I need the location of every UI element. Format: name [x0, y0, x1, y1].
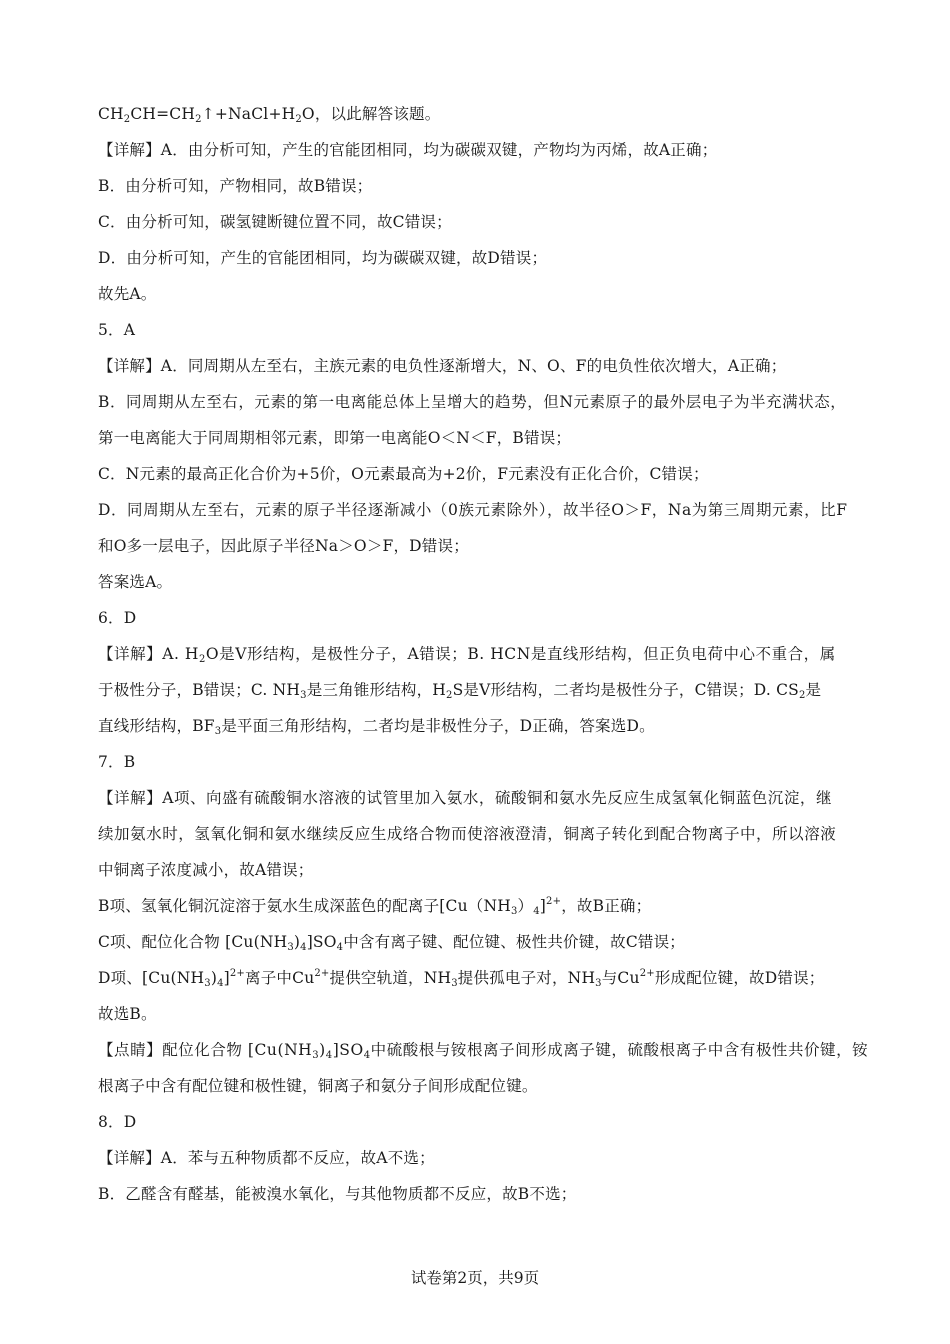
text-segment: ）	[517, 897, 534, 915]
text-segment: 和O多一层电子，因此原子半径Na＞O＞F，D错误；	[98, 537, 469, 555]
subscript: 4	[336, 942, 344, 953]
text-line	[98, 564, 868, 600]
text-segment: 是平面三角形结构，二者均是非极性分子，D正确，答案选D。	[221, 717, 655, 735]
text-line	[98, 1140, 868, 1176]
subscript: 3	[451, 978, 458, 989]
text-segment: )	[319, 1041, 326, 1059]
text-segment: 中含有离子键、配位键、极性共价键，故C错误；	[343, 933, 685, 951]
subscript: 4	[533, 906, 540, 917]
text-segment: D项、[Cu(NH	[98, 969, 205, 987]
text-segment: C．N元素的最高正化合价为+5价，O元素最高为+2价，F元素没有正化合价，C错误；	[98, 465, 709, 483]
subscript: 2	[446, 690, 453, 701]
answer-explanation-body	[98, 96, 868, 1212]
superscript: 2+	[639, 968, 655, 979]
text-line	[98, 1176, 868, 1212]
text-line	[98, 1104, 868, 1140]
subscript: 3	[595, 978, 602, 989]
text-segment: 答案选A。	[98, 573, 173, 591]
subscript: 3	[312, 1050, 320, 1061]
superscript: 2+	[229, 968, 246, 979]
page-footer: 试卷第2页，共9页	[410, 1269, 540, 1287]
subscript: 2	[123, 114, 131, 125]
text-segment: 离子中Cu	[245, 969, 315, 987]
text-line	[98, 600, 868, 636]
text-segment: ]	[223, 969, 230, 987]
superscript: 2+	[314, 968, 330, 979]
text-line	[98, 744, 868, 780]
text-segment: )	[210, 969, 218, 987]
subscript: 4	[217, 978, 224, 989]
text-line	[98, 492, 868, 528]
text-line	[98, 204, 868, 240]
text-segment: S是V形结构，二者均是极性分子，C错误；D. CS	[452, 681, 799, 699]
text-line	[98, 420, 868, 456]
subscript: 2	[798, 690, 806, 701]
text-line	[98, 636, 868, 672]
text-line	[98, 924, 868, 960]
text-line	[98, 852, 868, 888]
text-line	[98, 384, 868, 420]
text-segment: 6．D	[98, 609, 137, 627]
text-segment: 是三角锥形结构，H	[306, 681, 447, 699]
text-segment: )	[293, 933, 301, 951]
text-segment: ]SO	[332, 1041, 364, 1059]
subscript: 3	[214, 726, 222, 737]
text-line	[98, 456, 868, 492]
superscript: 2+	[546, 896, 562, 907]
text-line	[98, 240, 868, 276]
text-segment: 【详解】A．同周期从左至右，主族元素的电负性逐渐增大，N、O、F的电负性依次增大，A正确；	[98, 357, 787, 375]
text-line	[98, 168, 868, 204]
text-segment: B项、氢氧化铜沉淀溶于氨水生成深蓝色的配离子[Cu（NH	[98, 897, 511, 915]
text-segment: D．由分析可知，产生的官能团相同，均为碳碳双键，故D错误；	[98, 249, 548, 267]
text-segment: 提供孤电子对，NH	[457, 969, 596, 987]
text-segment: 直线形结构，BF	[98, 717, 215, 735]
text-segment: O是V形结构，是极性分子，A错误；B. HCN是直线形结构，但正负电荷中心不重合，属	[205, 645, 836, 663]
text-segment: 【详解】A. H	[98, 645, 199, 663]
subscript: 4	[363, 1050, 371, 1061]
text-line	[98, 132, 868, 168]
text-segment: ，故B正确；	[561, 897, 652, 915]
subscript: 2	[295, 114, 302, 125]
text-line	[98, 672, 868, 708]
text-segment: 是	[805, 681, 822, 699]
text-segment: C项、配位化合物 [Cu(NH	[98, 933, 288, 951]
text-segment: 【详解】A项、向盛有硫酸铜水溶液的试管里加入氨水，硫酸铜和氨水先反应生成氢氧化铜蓝色沉淀，继	[98, 789, 832, 807]
subscript: 2	[195, 114, 202, 125]
text-segment: B．乙醛含有醛基，能被溴水氧化，与其他物质都不反应，故B不选；	[98, 1185, 577, 1203]
text-line	[98, 708, 868, 744]
subscript: 3	[204, 978, 211, 989]
text-segment: O，以此解答该题。	[301, 105, 441, 123]
text-segment: D．同周期从左至右，元素的原子半径逐渐减小（0族元素除外），故半径O＞F，Na为第三周期元素，比F	[98, 501, 848, 519]
text-line	[98, 276, 868, 312]
text-line	[98, 528, 868, 564]
text-line	[98, 1032, 868, 1068]
text-segment: ]	[539, 897, 547, 915]
text-segment: ↑+NaCl+H	[201, 105, 296, 123]
text-segment: B．由分析可知，产物相同，故B错误；	[98, 177, 373, 195]
text-segment: ]SO	[306, 933, 337, 951]
text-segment: CH	[98, 105, 124, 123]
text-segment: B．同周期从左至右，元素的第一电离能总体上呈增大的趋势，但N元素原子的最外层电子为半充满状态，	[98, 393, 847, 411]
text-segment: 【详解】A．苯与五种物质都不反应，故A不选；	[98, 1149, 435, 1167]
text-line	[98, 312, 868, 348]
subscript: 3	[510, 906, 518, 917]
subscript: 4	[300, 942, 307, 953]
text-segment: 5．A	[98, 321, 136, 339]
text-segment: 于极性分子，B错误；C. NH	[98, 681, 301, 699]
text-segment: 【点睛】配位化合物 [Cu(NH	[98, 1041, 313, 1059]
text-segment: C．由分析可知，碳氢键断键位置不同，故C错误；	[98, 213, 452, 231]
subscript: 4	[325, 1050, 333, 1061]
text-segment: 8．D	[98, 1113, 137, 1131]
text-line	[98, 1068, 868, 1104]
text-line	[98, 996, 868, 1032]
subscript: 2	[198, 654, 206, 665]
text-segment: 提供空轨道，NH	[329, 969, 452, 987]
text-line	[98, 960, 868, 996]
text-line	[98, 96, 868, 132]
text-segment: 根离子中含有配位键和极性键，铜离子和氨分子间形成配位键。	[98, 1077, 538, 1095]
text-segment: 故先A。	[98, 285, 157, 303]
subscript: 3	[300, 690, 307, 701]
text-segment: 【详解】A．由分析可知，产生的官能团相同，均为碳碳双键，产物均为丙烯，故A正确；	[98, 141, 718, 159]
text-segment: 中铜离子浓度减小，故A错误；	[98, 861, 314, 879]
text-segment: 中硫酸根与铵根离子间形成离子键，硫酸根离子中含有极性共价键，铵	[370, 1041, 869, 1059]
text-line	[98, 780, 868, 816]
text-line	[98, 348, 868, 384]
text-line	[98, 816, 868, 852]
text-segment: 第一电离能大于同周期相邻元素，即第一电离能O＜N＜F，B错误；	[98, 429, 572, 447]
text-segment: 形成配位键，故D错误；	[654, 969, 825, 987]
text-segment: 7．B	[98, 753, 136, 771]
text-segment: 故选B。	[98, 1005, 157, 1023]
text-segment: 续加氨水时，氢氧化铜和氨水继续反应生成络合物而使溶液澄清，铜离子转化到配合物离子中，所以溶液	[98, 825, 837, 843]
subscript: 3	[287, 942, 294, 953]
text-segment: CH=CH	[130, 105, 196, 123]
text-line	[98, 888, 868, 924]
text-segment: 与Cu	[601, 969, 640, 987]
